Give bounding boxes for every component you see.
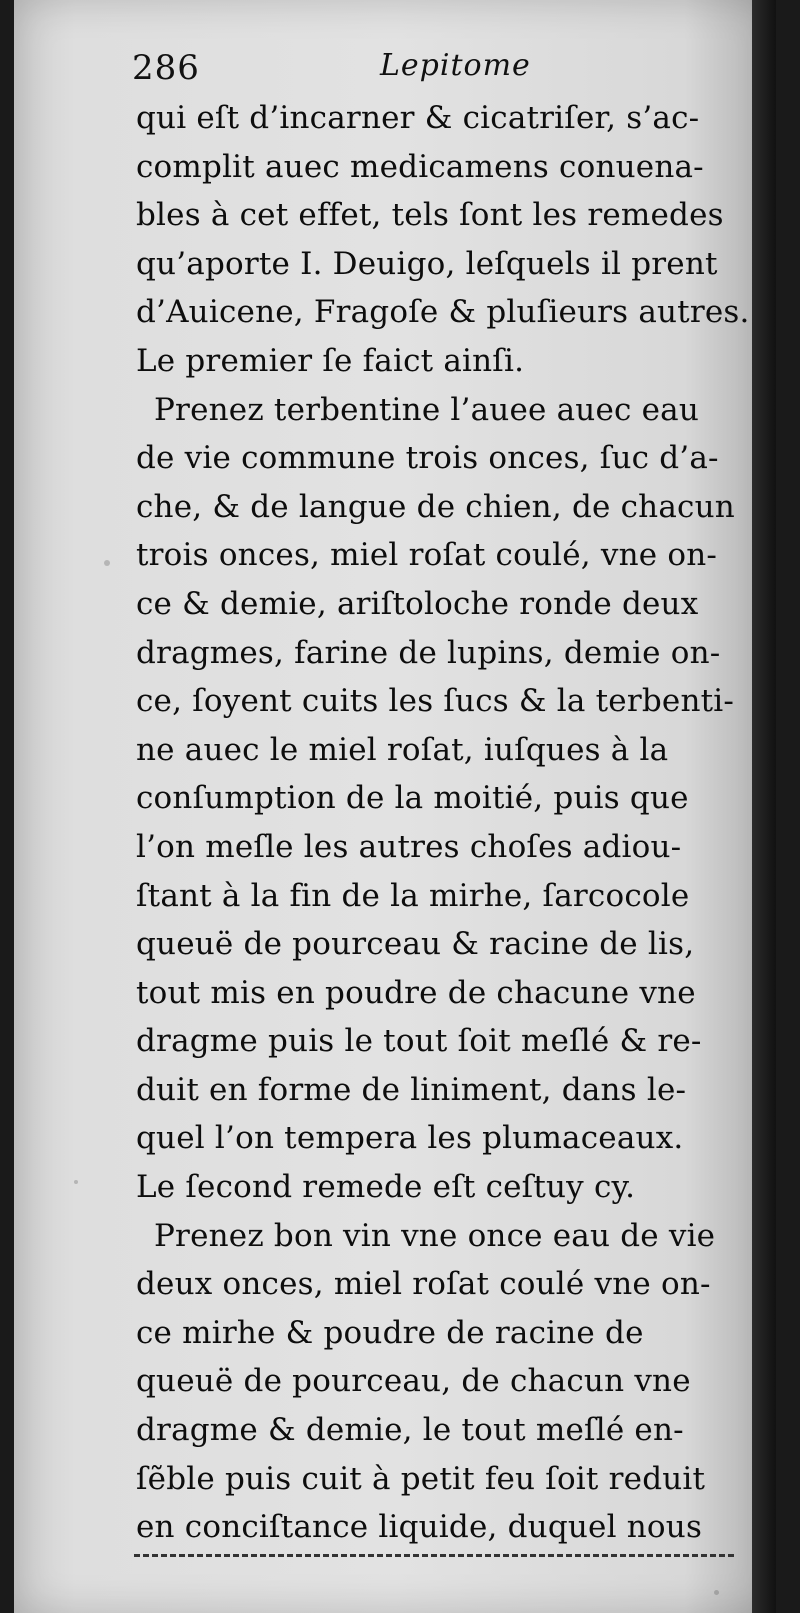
text-line: queuë de pourceau & racine de lis, bbox=[136, 926, 695, 963]
running-title: Lepitome bbox=[380, 48, 531, 83]
text-line: ſtant à la fin de la mirhe, ſarcocole bbox=[136, 877, 690, 914]
text-line: deux onces, miel roſat coulé vne on- bbox=[136, 1266, 711, 1303]
text-line: Le ſecond remede eſt ceſtuy cy. bbox=[136, 1169, 636, 1206]
paragraph-1 bbox=[136, 94, 756, 386]
text-line: duit en forme de liniment, dans le- bbox=[136, 1071, 687, 1108]
text-line: complit auec medicamens conuena- bbox=[136, 148, 704, 185]
page-number: 286 bbox=[132, 48, 200, 88]
text-line: che, & de langue de chien, de chacun bbox=[136, 488, 735, 525]
text-line: dragme & demie, le tout meſlé en- bbox=[136, 1412, 684, 1449]
text-line: ce, ſoyent cuits les ſucs & la terbenti- bbox=[136, 683, 735, 720]
text-line: Prenez terbentine l’auee auec eau bbox=[154, 391, 699, 428]
text-line: ce & demie, ariſtoloche ronde deux bbox=[136, 585, 699, 622]
text-line: ne auec le miel roſat, iuſques à la bbox=[136, 731, 669, 768]
paper-speck bbox=[714, 1590, 719, 1595]
bottom-dashed-rule bbox=[134, 1554, 734, 1557]
text-line: dragme puis le tout ſoit meſlé & re- bbox=[136, 1023, 702, 1060]
text-line: en conciſtance liquide, duquel nous bbox=[136, 1509, 703, 1546]
text-line: de vie commune trois onces, ſuc d’a- bbox=[136, 440, 719, 477]
text-line: dragmes, farine de lupins, demie on- bbox=[136, 634, 721, 671]
text-line: d’Auicene, Fragoſe & pluſieurs autres. bbox=[136, 294, 750, 331]
paper-speck bbox=[104, 560, 110, 566]
text-line: ce mirhe & poudre de racine de bbox=[136, 1314, 644, 1351]
paragraph-3 bbox=[136, 1212, 756, 1552]
text-line: trois onces, miel roſat coulé, vne on- bbox=[136, 537, 718, 574]
paper-speck bbox=[74, 1180, 78, 1184]
text-line: tout mis en poudre de chacune vne bbox=[136, 974, 696, 1011]
text-line: qui eſt d’incarner & cicatriſer, s’ac- bbox=[136, 100, 700, 136]
paragraph-2 bbox=[136, 386, 756, 1212]
text-line: Prenez bon vin vne once eau de vie bbox=[154, 1217, 716, 1254]
page-edge-shadow bbox=[752, 0, 776, 1613]
text-line: queuë de pourceau, de chacun vne bbox=[136, 1363, 691, 1400]
body-text bbox=[136, 94, 756, 1552]
text-line: qu’aporte I. Deuigo, leſquels il prent bbox=[136, 245, 718, 282]
text-line: ſẽble puis cuit à petit feu ſoit reduit bbox=[136, 1460, 706, 1497]
text-line: conſumption de la moitié, puis que bbox=[136, 780, 689, 817]
text-line: quel l’on tempera les plumaceaux. bbox=[136, 1120, 684, 1157]
book-page bbox=[14, 0, 776, 1613]
text-line: bles à cet effet, tels ſont les remedes bbox=[136, 197, 724, 234]
text-line: l’on meſle les autres choſes adiou- bbox=[136, 828, 682, 865]
text-line: Le premier ſe faict ainſi. bbox=[136, 342, 525, 379]
page-header bbox=[132, 42, 652, 92]
